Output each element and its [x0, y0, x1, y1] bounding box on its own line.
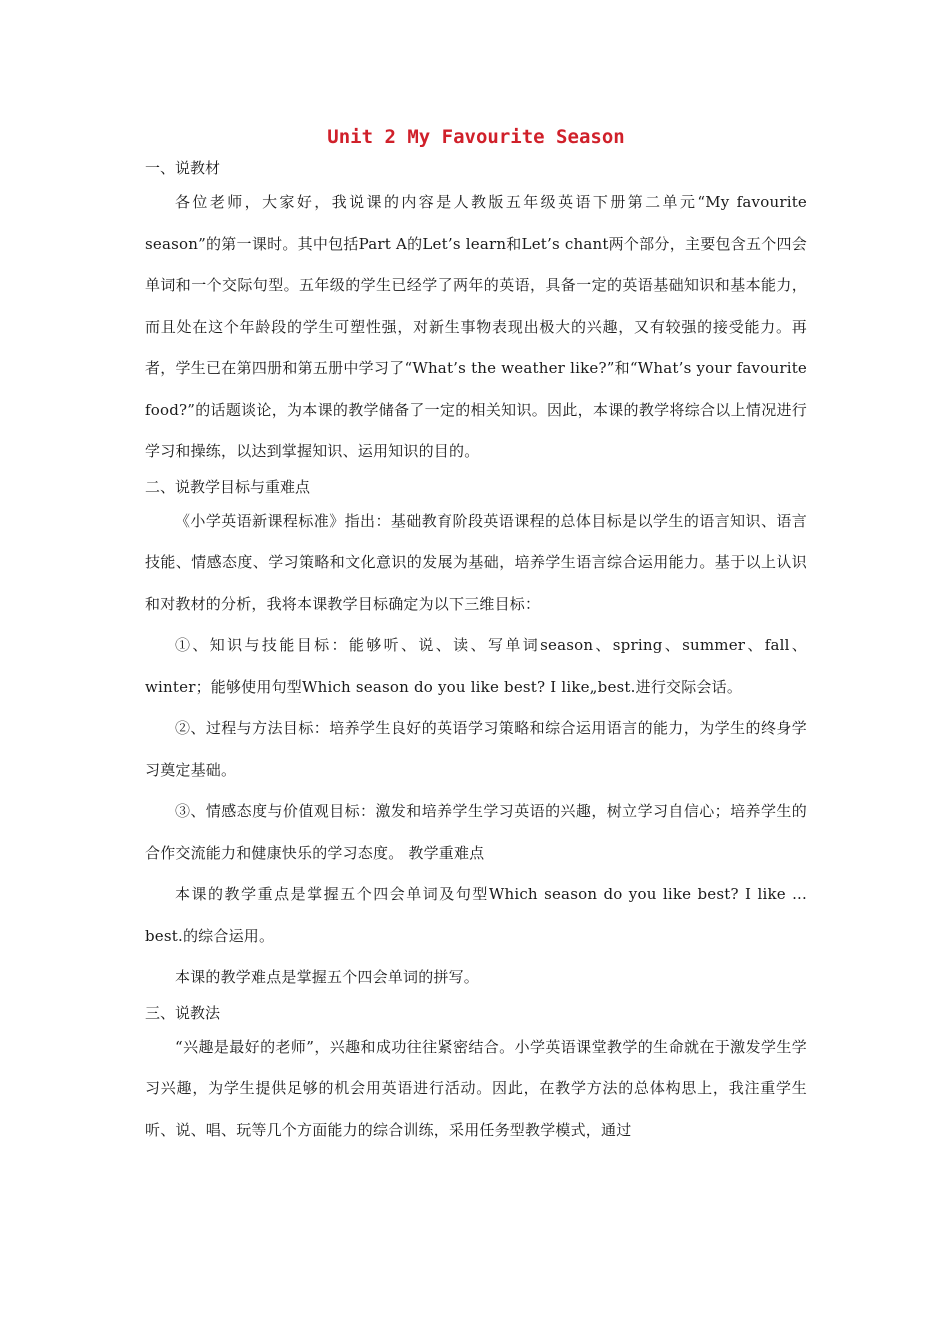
paragraph: 《小学英语新课程标准》指出：基础教育阶段英语课程的总体目标是以学生的语言知识、语言技能、情感态度、学习策略和文化意识的发展为基础，培养学生语言综合运用能力。基于以上认识和对教材的分析，我将本课教学目标确定为以下三维目标：	[145, 511, 807, 613]
paragraph: 本课的教学重点是掌握五个四会单词及句型Which season do you like best? I like ... best.的综合运用。	[145, 885, 807, 945]
paragraph: 本课的教学难点是掌握五个四会单词的拼写。	[175, 968, 480, 986]
section-heading-1: 一、说教材	[145, 159, 221, 177]
section-heading-2: 二、说教学目标与重难点	[145, 477, 311, 496]
paragraph: ②、过程与方法目标：培养学生良好的英语学习策略和综合运用语言的能力，为学生的终身学习奠定基础。	[145, 719, 807, 779]
section-heading-3: 三、说教法	[145, 1003, 221, 1022]
paragraph: ①、知识与技能目标：能够听、说、读、写单词season、spring、summer、fall、winter；能够使用句型Which season do you like best? I like„best.进行交际会话。	[145, 636, 807, 696]
paragraph: “兴趣是最好的老师”，兴趣和成功往往紧密结合。小学英语课堂教学的生命就在于激发学生学习兴趣，为学生提供足够的机会用英语进行活动。因此，在教学方法的总体构思上，我注重学生听、说、唱、玩等几个方面能力的综合训练，采用任务型教学模式，通过	[145, 1037, 807, 1139]
document-title: Unit 2 My Favourite Season	[327, 126, 625, 148]
paragraph: 各位老师，大家好，我说课的内容是人教版五年级英语下册第二单元“My favourite season”的第一课时。其中包括Part A的Let’s learn和Let’s chant两个部分，主要包含五个四会单词和一个交际句型。五年级的学生已经学了两年的英语，具备一定的英语基础知识和基本能力，而且处在这个年龄段的学生可塑性强，对新生事物表现出极大的兴趣，又有较强的接受能力。再者，学生已在第四册和第五册中学习了“What’s the weather like?”和“What’s your favourite food?”的话题谈论，为本课的教学储备了一定的相关知识。因此，本课的教学将综合以上情况进行学习和操练，以达到掌握知识、运用知识的目的。	[145, 193, 807, 460]
document-page	[145, 120, 807, 1151]
paragraph: ③、情感态度与价值观目标：激发和培养学生学习英语的兴趣，树立学习自信心；培养学生的合作交流能力和健康快乐的学习态度。 教学重难点	[145, 802, 807, 862]
